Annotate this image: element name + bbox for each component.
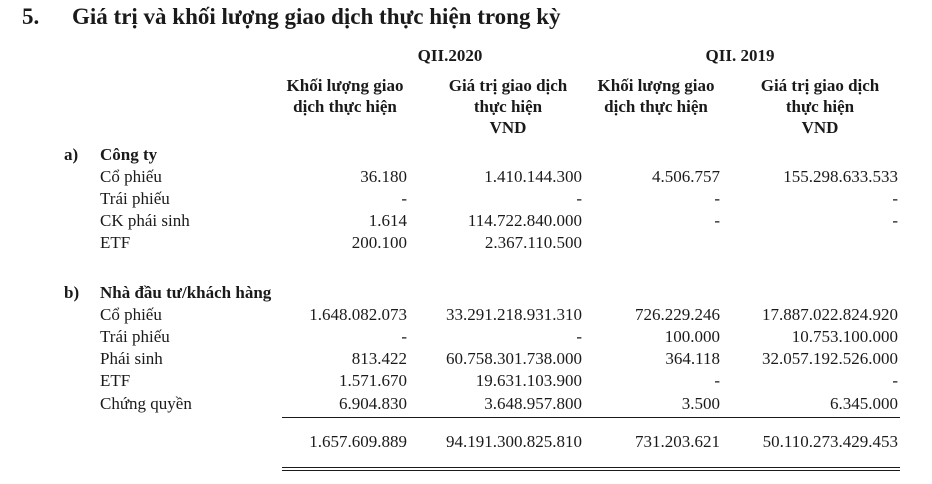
col-header-volume-previous: Khối lượng giao dịch thực hiện	[597, 76, 715, 116]
col-header-value-previous: Giá trị giao dịch thực hiện VND	[760, 76, 880, 137]
col-header-volume-current: Khối lượng giao dịch thực hiện	[286, 76, 404, 116]
col-header-value-current: Giá trị giao dịch thực hiện VND	[448, 76, 568, 137]
total-double-rule-bottom	[282, 470, 900, 471]
total-double-rule-top	[282, 467, 900, 468]
section-title: Giá trị và khối lượng giao dịch thực hiện trong kỳ	[72, 4, 561, 29]
section-number: 5.	[22, 4, 40, 29]
section-a-letter: a)	[64, 145, 79, 164]
period-current: QII.2020	[417, 46, 483, 65]
section-b-name: Nhà đầu tư/khách hàng	[100, 283, 272, 302]
subtotal-rule	[282, 417, 900, 418]
section-b-letter: b)	[64, 283, 80, 302]
section-a-name: Công ty	[100, 145, 158, 164]
period-previous: QII. 2019	[705, 46, 775, 65]
